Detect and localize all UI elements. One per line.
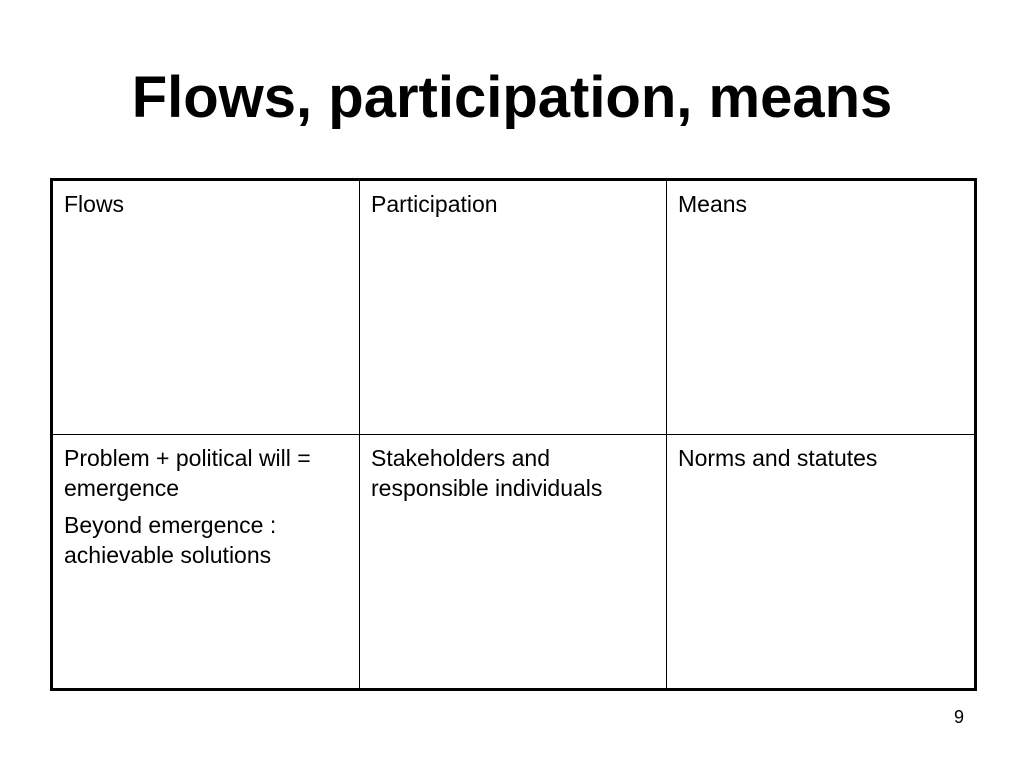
cell-flows (52, 435, 360, 690)
slide-title: Flows, participation, means (131, 65, 893, 130)
participation-text: Stakeholders and responsible individuals (371, 445, 603, 501)
header-label-means: Means (678, 191, 748, 217)
table-header-row (52, 180, 976, 435)
flows-text-emergence: Problem + political will = emergence (64, 445, 311, 501)
header-cell-participation (360, 180, 667, 435)
table-row (52, 435, 976, 690)
flows-text-solutions: Beyond emergence : achievable solutions (64, 512, 277, 568)
header-label-participation: Participation (371, 191, 498, 217)
header-cell-flows (52, 180, 360, 435)
header-cell-means (667, 180, 976, 435)
header-label-flows: Flows (64, 191, 125, 217)
content-table (50, 178, 977, 691)
cell-means (667, 435, 976, 690)
page-number: 9 (953, 707, 964, 727)
means-text: Norms and statutes (678, 445, 878, 471)
cell-participation (360, 435, 667, 690)
